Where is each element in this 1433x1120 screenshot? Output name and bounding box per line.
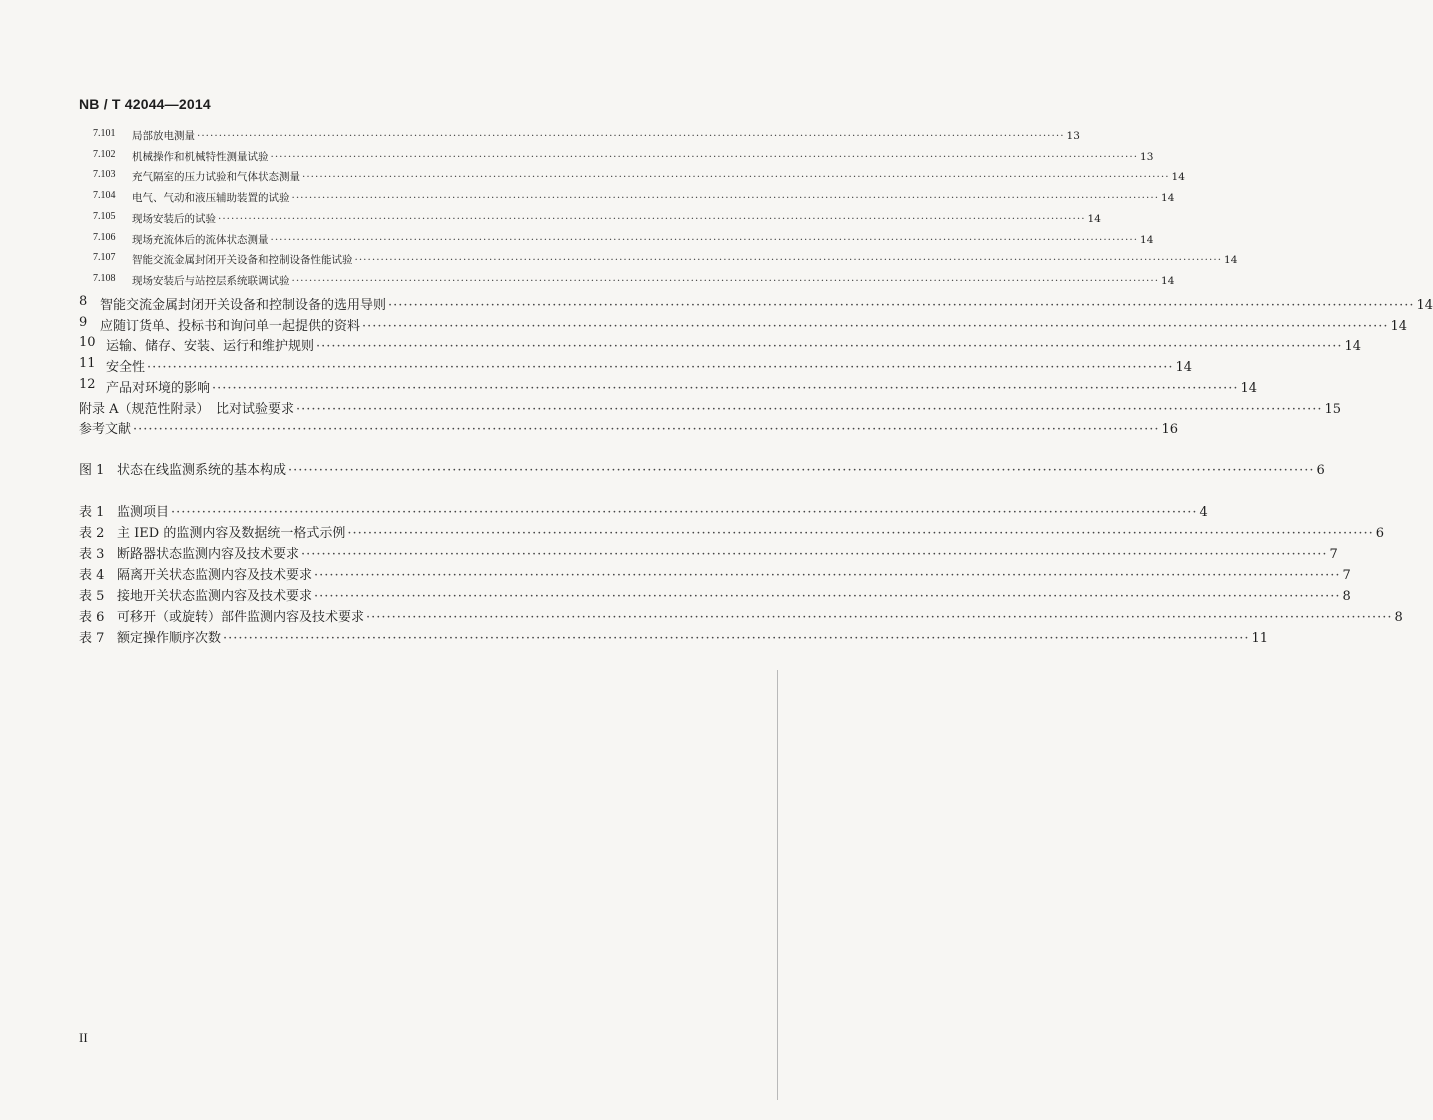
- toc-entry-number: 11: [79, 356, 96, 372]
- toc-entry: [0, 376, 1258, 397]
- toc-entry-title: 智能交流金属封闭开关设备和控制设备的选用导则: [100, 298, 387, 313]
- toc-entry-page: 6: [1375, 526, 1385, 541]
- toc-entry-page: 14: [1087, 212, 1101, 225]
- toc-entry-page: 16: [1161, 422, 1179, 438]
- toc-entry-title: 智能交流金属封闭开关设备和控制设备性能试验: [132, 254, 353, 267]
- dot-leader: ········································································································································································································: [347, 526, 1374, 541]
- toc-entry-number: 表 2: [79, 526, 105, 541]
- dot-leader: ········································································································································································································: [354, 254, 1223, 267]
- toc-entry-title: 局部放电测量: [132, 130, 195, 142]
- toc-entry-number: 7.108: [93, 272, 116, 284]
- toc-entry-page: 14: [1175, 360, 1193, 376]
- toc-entry: [0, 543, 1338, 563]
- toc-entry-number: 7.105: [93, 210, 116, 222]
- dot-leader: ········································································································································································································: [288, 463, 1315, 478]
- dot-leader: ········································································································································································································: [302, 171, 1170, 184]
- toc-entry: [0, 169, 1185, 189]
- dot-leader: ········································································································································································································: [223, 631, 1250, 646]
- scan-edge-line: [777, 670, 778, 1100]
- toc-entry-page: 14: [1161, 274, 1175, 287]
- toc-entry-number: 图 1: [79, 463, 105, 478]
- toc-entry-page: 14: [1171, 171, 1185, 184]
- toc-entry-title: 额定操作顺序次数: [117, 631, 222, 646]
- toc-entry-title: 现场安装后与站控层系统联调试验: [132, 274, 290, 287]
- toc-entry: [0, 190, 1175, 210]
- toc-entry-title: 参考文献: [79, 422, 132, 438]
- toc-entry-number: 10: [79, 335, 96, 351]
- dot-leader: ········································································································································································································: [291, 274, 1160, 287]
- toc-entry-page: 8: [1394, 610, 1403, 625]
- dot-leader: ········································································································································································································: [296, 401, 1323, 417]
- toc-entry-title: 充气隔室的压力试验和气体状态测量: [132, 171, 300, 184]
- toc-entry-page: 7: [1329, 547, 1338, 562]
- toc-entry-page: 13: [1066, 130, 1080, 142]
- toc-entry-title: 运输、储存、安装、运行和维护规则: [106, 339, 315, 355]
- dot-leader: ········································································································································································································: [362, 318, 1389, 334]
- dot-leader: ········································································································································································································: [197, 130, 1065, 142]
- dot-leader: ········································································································································································································: [270, 150, 1139, 163]
- toc-entry: [0, 585, 1351, 605]
- toc-entry-title: 监测项目: [117, 505, 170, 520]
- toc-entry-page: 14: [1240, 380, 1258, 396]
- dot-leader: ········································································································································································································: [218, 212, 1086, 225]
- dot-leader: ········································································································································································································: [133, 422, 1160, 438]
- toc-entry-number: 表 5: [79, 589, 105, 604]
- toc-entry-title: 断路器状态监测内容及技术要求: [117, 547, 300, 562]
- toc-entry-page: 7: [1342, 568, 1351, 583]
- toc-entry-title: 产品对环境的影响: [106, 380, 211, 396]
- toc-entry-number: 表 3: [79, 547, 105, 562]
- toc-entry-page: 14: [1416, 298, 1433, 313]
- toc-entry-title: 电气、气动和液压辅助装置的试验: [132, 192, 290, 205]
- dot-leader: ········································································································································································································: [212, 380, 1239, 396]
- toc-entry: [0, 418, 1179, 438]
- toc-entry-title: 现场充流体后的流体状态测量: [132, 233, 269, 246]
- toc-entry-page: 14: [1390, 318, 1408, 334]
- toc-entry-number: 7.102: [93, 148, 116, 160]
- toc-entry-page: 14: [1140, 233, 1154, 246]
- toc-entry-page: 15: [1324, 401, 1342, 417]
- dot-leader: ········································································································································································································: [301, 547, 1328, 562]
- toc-entry-number: 8: [79, 294, 88, 309]
- toc-entry: [0, 335, 1362, 355]
- toc-entry: [0, 606, 1403, 626]
- toc-entry-title: 可移开（或旋转）部件监测内容及技术要求: [117, 610, 365, 625]
- toc-entry: [0, 294, 1433, 314]
- toc-entry-title: 接地开关状态监测内容及技术要求: [117, 589, 313, 604]
- toc-entry: [0, 522, 1385, 542]
- toc-entry-page: 11: [1251, 631, 1269, 646]
- dot-leader: ········································································································································································································: [316, 339, 1343, 355]
- toc-entry: [0, 459, 1325, 479]
- toc-entry: [0, 128, 1080, 148]
- toc-entry-number: 表 1: [79, 505, 105, 520]
- toc-entry: [0, 252, 1238, 272]
- toc-entry: [0, 627, 1269, 647]
- toc-entry: [0, 398, 1342, 418]
- toc-entry-number: 7.106: [93, 231, 116, 243]
- toc-entry-title: 隔离开关状态监测内容及技术要求: [117, 568, 313, 583]
- toc-entry: [0, 148, 1154, 169]
- toc-entry-page: 6: [1316, 463, 1325, 478]
- toc-entry-title: 现场安装后的试验: [132, 212, 216, 225]
- toc-entry-number: 7.104: [93, 190, 116, 202]
- dot-leader: ········································································································································································································: [270, 233, 1139, 246]
- toc-entry: [0, 501, 1208, 521]
- toc-entry-title: 附录 A（规范性附录） 比对试验要求: [79, 401, 295, 417]
- toc-entry-title: 主 IED 的监测内容及数据统一格式示例: [117, 526, 346, 541]
- toc-entry-title: 应随订货单、投标书和询问单一起提供的资料: [100, 318, 361, 334]
- toc-entry-number: 表 7: [79, 631, 105, 646]
- toc-entry-number: 表 6: [79, 610, 105, 625]
- toc-entry-number: 9: [79, 314, 88, 330]
- dot-leader: ········································································································································································································: [147, 360, 1174, 376]
- dot-leader: ········································································································································································································: [388, 298, 1415, 313]
- dot-leader: ········································································································································································································: [171, 505, 1198, 520]
- toc-entry-page: 4: [1199, 505, 1208, 520]
- toc-entry-title: 安全性: [106, 360, 146, 376]
- dot-leader: ········································································································································································································: [366, 610, 1393, 625]
- toc-entry-page: 13: [1140, 150, 1154, 163]
- toc-entry-number: 12: [79, 376, 96, 392]
- toc-entry: [0, 272, 1175, 293]
- toc-entry-number: 7.101: [93, 128, 116, 139]
- toc-entry-page: 14: [1344, 339, 1362, 355]
- dot-leader: ········································································································································································································: [314, 589, 1341, 604]
- toc-entry-title: 状态在线监测系统的基本构成: [117, 463, 287, 478]
- toc-entry: [0, 231, 1154, 252]
- document-number: NB / T 42044—2014: [79, 96, 211, 112]
- toc-entry-number: 7.103: [93, 169, 116, 181]
- toc-entry-title: 机械操作和机械特性测量试验: [132, 150, 269, 163]
- toc-entry: [0, 564, 1351, 584]
- toc-entry: [0, 356, 1193, 376]
- toc-entry-page: 14: [1161, 192, 1175, 205]
- page-number: II: [79, 1030, 88, 1045]
- dot-leader: ········································································································································································································: [314, 568, 1341, 583]
- toc-entry-page: 8: [1342, 589, 1351, 604]
- dot-leader: ········································································································································································································: [291, 192, 1160, 205]
- toc-entry: [0, 210, 1101, 231]
- toc-entry-page: 14: [1224, 254, 1238, 267]
- toc-entry-number: 表 4: [79, 568, 105, 583]
- toc-entry: [0, 314, 1408, 335]
- toc-entry-number: 7.107: [93, 252, 116, 264]
